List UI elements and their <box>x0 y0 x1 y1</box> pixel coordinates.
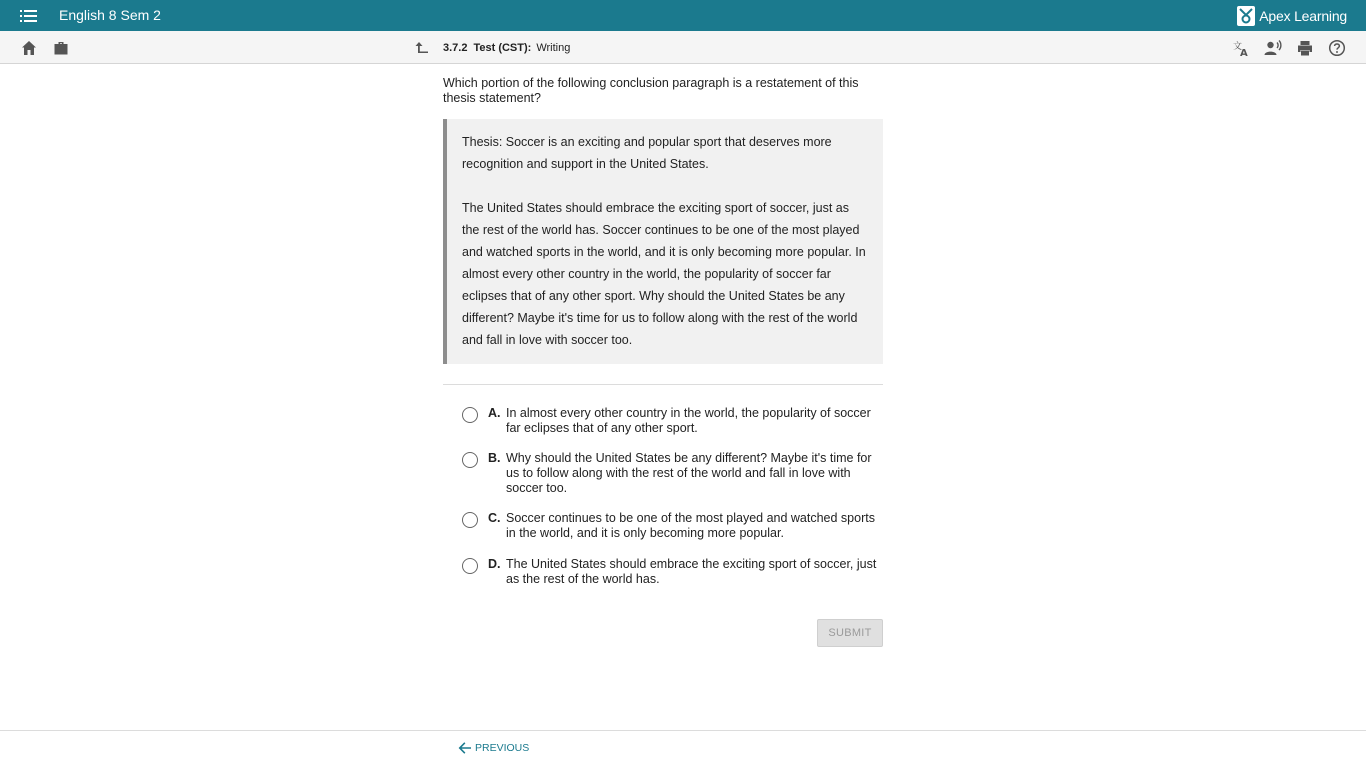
activity-number: 3.7.2 <box>443 42 468 54</box>
print-icon[interactable] <box>1296 39 1314 57</box>
breadcrumb <box>414 39 570 57</box>
arrow-left-icon <box>458 741 472 755</box>
question-prompt: Which portion of the following conclusion paragraph is a restatement of this thesis statement? <box>443 76 859 105</box>
read-aloud-icon[interactable] <box>1264 39 1282 57</box>
divider <box>443 384 883 385</box>
apex-logo-icon <box>1237 6 1255 26</box>
submit-button[interactable]: SUBMIT <box>817 619 883 647</box>
briefcase-icon[interactable] <box>52 39 70 57</box>
choice-letter: D. <box>488 557 501 571</box>
home-icon[interactable] <box>20 39 38 57</box>
svg-text:文: 文 <box>1233 42 1243 52</box>
conclusion-paragraph: The United States should embrace the exciting sport of soccer, just as the rest of the world has. Soccer continues to be one of the most played and watched sports in the world, and it is only becoming more popular. In almost every other country in the world, the popularity of soccer far eclipses that of any other sport. Why should the United States be any different? Maybe it's time for us to follow along with the rest of the world and fall in love with soccer too. <box>462 201 866 347</box>
toolbar <box>0 31 1366 64</box>
translate-icon[interactable] <box>1232 39 1250 57</box>
radio-button-d[interactable] <box>462 558 478 574</box>
previous-button[interactable] <box>458 741 529 755</box>
radio-button-b[interactable] <box>462 452 478 468</box>
activity-name: Writing <box>536 42 571 54</box>
choice-letter: C. <box>488 511 501 525</box>
brand-name: Apex Learning <box>1259 8 1347 24</box>
radio-button-c[interactable] <box>462 512 478 528</box>
course-title: English 8 Sem 2 <box>59 7 161 23</box>
svg-text:A: A <box>1240 48 1248 57</box>
choice-text: Why should the United States be any different? Maybe it's time for us to follow along with the rest of the world and fall in love with soccer too. <box>506 451 872 495</box>
answer-choice-c[interactable] <box>462 511 883 541</box>
radio-button-a[interactable] <box>462 407 478 423</box>
thesis-statement: Thesis: Soccer is an exciting and popular sport that deserves more recognition and support in the United States. <box>462 135 832 171</box>
top-bar <box>0 0 1366 31</box>
choice-letter: A. <box>488 406 501 420</box>
choice-text: Soccer continues to be one of the most played and watched sports in the world, and it is only becoming more popular. <box>506 511 875 540</box>
footer-nav <box>0 730 1366 768</box>
choice-letter: B. <box>488 451 501 465</box>
answer-choice-a[interactable] <box>462 406 883 436</box>
previous-label: PREVIOUS <box>475 742 530 754</box>
activity-type: Test (CST): <box>473 42 532 54</box>
help-icon[interactable] <box>1328 39 1346 57</box>
choice-text: In almost every other country in the world, the popularity of soccer far eclipses that of any other sport. <box>506 406 871 435</box>
answer-choice-d[interactable] <box>462 557 883 587</box>
up-level-icon[interactable] <box>414 40 430 56</box>
passage-box <box>443 119 883 364</box>
answer-choice-b[interactable] <box>462 451 883 496</box>
choice-text: The United States should embrace the exciting sport of soccer, just as the rest of the world has. <box>506 557 877 586</box>
brand <box>1237 5 1347 27</box>
menu-icon[interactable] <box>20 8 37 24</box>
